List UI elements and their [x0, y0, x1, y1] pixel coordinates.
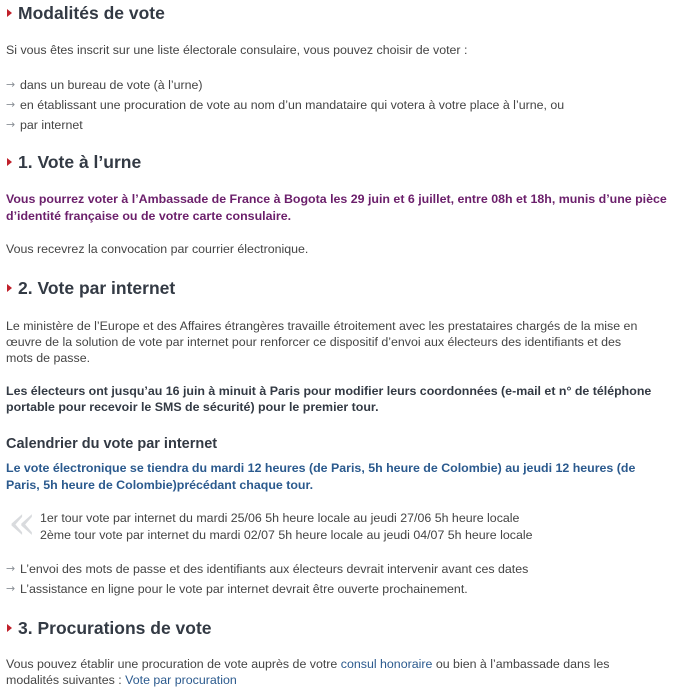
list-item-text: dans un bureau de vote (à l’urne) — [20, 78, 203, 92]
internet-para-line-3: mots de passe. — [6, 351, 91, 365]
internet-para-line-2: œuvre de la solution de vote par internet pour renforcer ce dispositif d’envoi aux électeurs des identifiants et des — [6, 335, 622, 349]
round-1: 1er tour vote par internet du mardi 25/06 5h heure locale au jeudi 27/06 5h heure locale — [40, 511, 520, 525]
urne-note: Vous recevrez la convocation par courrier électronique. — [6, 242, 309, 256]
procurations-text-line-2 — [6, 672, 237, 689]
calendar-line-1: Le vote électronique se tiendra du mardi 12 heures (de Paris, 5h heure de Colombie) au jeudi 12 heures (de — [6, 461, 636, 475]
arrow-icon: → — [6, 78, 16, 91]
deadline-line-1: Les électeurs ont jusqu’au 16 juin à minuit à Paris pour modifier leurs coordonnées (e-mail et n° de téléphone — [6, 384, 652, 398]
procurations-text: ou bien à l’ambassade dans les — [432, 657, 610, 671]
calendar-line-2: Paris, 5h heure de Colombie)précédant chaque tour. — [6, 478, 314, 492]
list-item-text: par internet — [20, 118, 83, 132]
round-2: 2ème tour vote par internet du mardi 02/07 5h heure locale au jeudi 04/07 5h heure locale — [40, 528, 533, 542]
quote-icon: « — [8, 495, 37, 549]
section-title-internet — [6, 277, 175, 299]
urne-highlight-line-1: Vous pourrez voter à l’Ambassade de France à Bogota les 29 juin et 6 juillet, entre 08h et 18h, munis d’une pièce — [6, 192, 667, 206]
section-title-text: 2. Vote par internet — [18, 278, 176, 298]
triangle-bullet-icon — [7, 158, 12, 166]
arrow-icon: → — [6, 582, 16, 595]
list-item-text: L’assistance en ligne pour le vote par internet devrait être ouverte prochainement. — [20, 582, 468, 596]
section-title-modalites — [6, 2, 165, 24]
internet-para-line-1: Le ministère de l’Europe et des Affaires étrangères travaille étroitement avec les prestataires chargés de la mise en — [6, 319, 638, 333]
intro-text: Si vous êtes inscrit sur une liste électorale consulaire, vous pouvez choisir de voter : — [6, 43, 468, 57]
urne-highlight-line-2: d’identité française ou de votre carte consulaire. — [6, 209, 292, 223]
triangle-bullet-icon — [7, 9, 12, 17]
section-title-procurations — [6, 617, 212, 639]
section-title-text: 1. Vote à l’urne — [18, 152, 142, 172]
deadline-line-2: portable pour recevoir le SMS de sécurité) pour le premier tour. — [6, 400, 379, 414]
list-item — [6, 559, 528, 579]
arrow-icon: → — [6, 118, 16, 131]
rounds-quote — [6, 495, 700, 549]
list-item-text: en établissant une procuration de vote au nom d’un mandataire qui votera à votre place à l’urne, ou — [20, 98, 565, 112]
list-item — [6, 115, 564, 135]
internet-notes-list — [6, 559, 528, 599]
triangle-bullet-icon — [7, 284, 12, 292]
arrow-icon: → — [6, 562, 16, 575]
section-title-urne — [6, 151, 141, 173]
list-item — [6, 95, 564, 115]
section-title-text: 3. Procurations de vote — [18, 618, 212, 638]
procurations-text-line-1 — [6, 656, 609, 673]
list-item — [6, 579, 528, 599]
calendar-heading: Calendrier du vote par internet — [6, 436, 218, 452]
vote-options-list — [6, 75, 564, 135]
arrow-icon: → — [6, 98, 16, 111]
procurations-text: Vous pouvez établir une procuration de vote auprès de votre — [6, 657, 341, 671]
list-item-text: L’envoi des mots de passe et des identifiants aux électeurs devrait intervenir avant ces dates — [20, 562, 529, 576]
triangle-bullet-icon — [7, 624, 12, 632]
list-item — [6, 75, 564, 95]
procurations-text: modalités suivantes : — [6, 673, 126, 687]
section-title-text: Modalités de vote — [18, 3, 165, 23]
consul-honoraire-link[interactable]: consul honoraire — [340, 657, 433, 671]
vote-par-procuration-link[interactable]: Vote par procuration — [125, 673, 237, 687]
